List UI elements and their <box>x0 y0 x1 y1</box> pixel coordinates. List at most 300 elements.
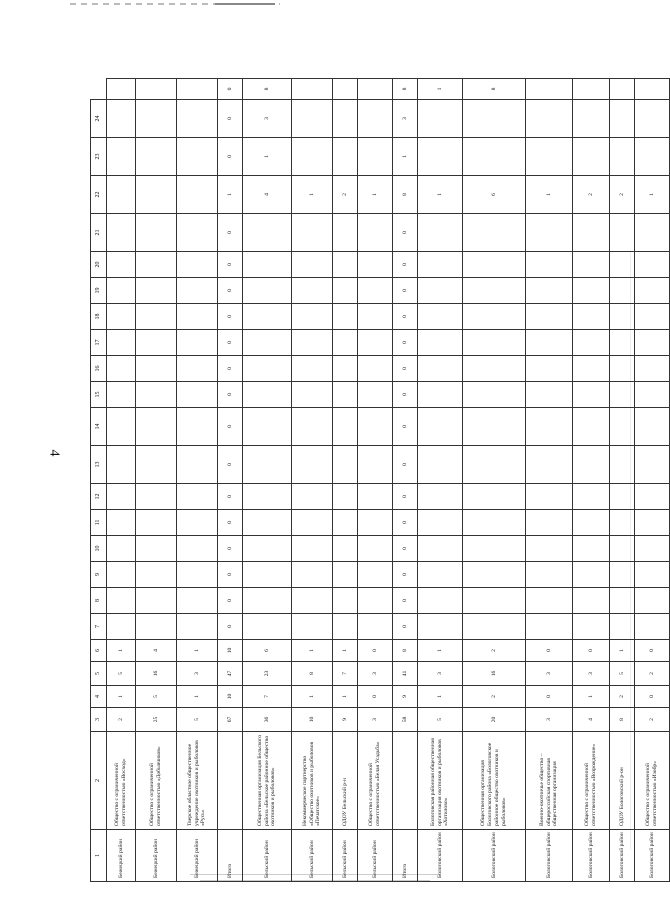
value-cell: 3 <box>418 662 463 686</box>
value-cell <box>107 252 136 278</box>
value-cell <box>635 382 670 408</box>
value-cell <box>463 510 526 536</box>
value-cell: 2 <box>610 686 635 708</box>
value-cell: 0 <box>218 588 243 614</box>
value-cell: 1 <box>418 686 463 708</box>
value-cell <box>333 278 358 304</box>
organization-cell: Общественная организация Бельского района «Бельское районное общество охотников и рыболовов» <box>243 732 292 830</box>
value-cell <box>292 484 333 510</box>
value-cell <box>526 562 573 588</box>
organization-cell: Общество с ограниченной ответственностью «Белая Усадьба» <box>358 732 393 830</box>
value-cell <box>333 562 358 588</box>
value-cell <box>463 536 526 562</box>
table-header-row <box>91 79 107 882</box>
value-cell: 0 <box>635 640 670 662</box>
value-cell: 1 <box>418 640 463 662</box>
value-cell <box>136 278 177 304</box>
value-cell <box>463 588 526 614</box>
table-row <box>573 79 610 882</box>
region-cell: Бежецкий район <box>136 830 177 882</box>
value-cell <box>292 278 333 304</box>
value-cell <box>358 588 393 614</box>
value-cell: 2 <box>107 708 136 732</box>
value-cell <box>243 588 292 614</box>
value-cell <box>526 100 573 138</box>
value-cell: 3 <box>526 662 573 686</box>
value-cell <box>573 100 610 138</box>
value-cell <box>177 588 218 614</box>
header-cell: 20 <box>91 252 107 278</box>
rotated-table-container <box>90 78 658 882</box>
value-cell <box>107 214 136 252</box>
value-cell: 16 <box>136 662 177 686</box>
value-cell: 0 <box>393 304 418 330</box>
value-cell <box>418 446 463 484</box>
header-cell: 3 <box>91 708 107 732</box>
header-cell: 10 <box>91 536 107 562</box>
value-cell: 1 <box>610 640 635 662</box>
value-cell <box>243 484 292 510</box>
value-cell: 0 <box>393 252 418 278</box>
value-cell <box>526 356 573 382</box>
value-cell: 23 <box>243 662 292 686</box>
value-cell <box>526 588 573 614</box>
value-cell <box>136 100 177 138</box>
value-cell: 5 <box>418 708 463 732</box>
organization-cell: Военно-охотничье общество – общероссийская спортивная общественная организация <box>526 732 573 830</box>
value-cell <box>333 100 358 138</box>
header-cell: 24 <box>91 100 107 138</box>
value-cell <box>358 330 393 356</box>
value-cell <box>292 356 333 382</box>
value-cell: 0 <box>218 382 243 408</box>
value-cell: 0 <box>393 536 418 562</box>
value-cell: 1 <box>177 686 218 708</box>
value-cell <box>177 562 218 588</box>
value-cell: 0 <box>218 138 243 176</box>
table-row <box>136 79 177 882</box>
value-cell <box>333 79 358 100</box>
value-cell <box>292 408 333 446</box>
value-cell <box>177 356 218 382</box>
region-cell: Бежецкий район <box>177 830 218 882</box>
value-cell: 0 <box>573 640 610 662</box>
value-cell <box>635 138 670 176</box>
value-cell: 58 <box>393 708 418 732</box>
value-cell <box>333 252 358 278</box>
value-cell <box>526 614 573 640</box>
value-cell <box>418 138 463 176</box>
value-cell <box>107 100 136 138</box>
value-cell <box>333 382 358 408</box>
header-cell: 18 <box>91 304 107 330</box>
value-cell <box>635 214 670 252</box>
value-cell <box>418 100 463 138</box>
value-cell <box>292 138 333 176</box>
value-cell: 1 <box>573 686 610 708</box>
value-cell <box>292 252 333 278</box>
header-cell: 17 <box>91 330 107 356</box>
value-cell <box>243 408 292 446</box>
value-cell: 3 <box>358 708 393 732</box>
value-cell <box>610 214 635 252</box>
value-cell <box>136 562 177 588</box>
value-cell: 0 <box>218 614 243 640</box>
value-cell <box>358 408 393 446</box>
value-cell <box>635 356 670 382</box>
value-cell <box>177 614 218 640</box>
value-cell: 2 <box>333 176 358 214</box>
value-cell: 0 <box>218 536 243 562</box>
value-cell <box>573 446 610 484</box>
value-cell <box>635 278 670 304</box>
value-cell: 1 <box>393 138 418 176</box>
value-cell: 6 <box>243 640 292 662</box>
value-cell: 41 <box>393 662 418 686</box>
value-cell: 3 <box>393 100 418 138</box>
value-cell <box>177 252 218 278</box>
value-cell <box>107 536 136 562</box>
value-cell <box>177 510 218 536</box>
value-cell <box>526 408 573 446</box>
value-cell <box>635 304 670 330</box>
header-cell: 19 <box>91 278 107 304</box>
value-cell <box>292 510 333 536</box>
value-cell <box>610 330 635 356</box>
value-cell <box>526 536 573 562</box>
value-cell: 2 <box>463 640 526 662</box>
value-cell: 1 <box>526 176 573 214</box>
value-cell: 9 <box>393 686 418 708</box>
value-cell: 1 <box>635 176 670 214</box>
value-cell <box>526 138 573 176</box>
value-cell: 0 <box>218 510 243 536</box>
value-cell <box>610 446 635 484</box>
value-cell <box>463 138 526 176</box>
value-cell <box>107 79 136 100</box>
value-cell <box>573 214 610 252</box>
value-cell <box>177 278 218 304</box>
value-cell <box>573 304 610 330</box>
value-cell <box>573 79 610 100</box>
value-cell: 8 <box>292 662 333 686</box>
value-cell: 0 <box>526 686 573 708</box>
table-row <box>393 79 418 882</box>
value-cell <box>463 562 526 588</box>
header-cell: 23 <box>91 138 107 176</box>
value-cell <box>136 252 177 278</box>
region-cell: Итого <box>218 830 243 882</box>
value-cell: 7 <box>243 686 292 708</box>
header-cell: 14 <box>91 408 107 446</box>
region-cell: Бологовский район <box>463 830 526 882</box>
value-cell: 0 <box>393 588 418 614</box>
value-cell <box>635 330 670 356</box>
value-cell <box>358 252 393 278</box>
value-cell <box>136 330 177 356</box>
value-cell <box>635 562 670 588</box>
value-cell <box>107 562 136 588</box>
value-cell <box>292 562 333 588</box>
value-cell <box>107 446 136 484</box>
value-cell <box>136 510 177 536</box>
value-cell: 8 <box>243 79 292 100</box>
value-cell <box>610 408 635 446</box>
header-cell: 9 <box>91 562 107 588</box>
value-cell <box>333 614 358 640</box>
value-cell <box>418 304 463 330</box>
value-cell <box>463 252 526 278</box>
value-cell <box>418 484 463 510</box>
header-cell: 11 <box>91 510 107 536</box>
value-cell <box>358 562 393 588</box>
value-cell <box>463 356 526 382</box>
value-cell: 3 <box>526 708 573 732</box>
value-cell <box>177 214 218 252</box>
value-cell <box>243 536 292 562</box>
value-cell: 47 <box>218 662 243 686</box>
header-cell: 15 <box>91 382 107 408</box>
value-cell <box>107 614 136 640</box>
value-cell: 4 <box>243 176 292 214</box>
value-cell <box>526 252 573 278</box>
value-cell <box>358 304 393 330</box>
region-cell: Бологовский район <box>635 830 670 882</box>
value-cell <box>107 356 136 382</box>
value-cell <box>292 214 333 252</box>
value-cell <box>573 356 610 382</box>
value-cell <box>243 382 292 408</box>
value-cell <box>610 536 635 562</box>
value-cell <box>463 408 526 446</box>
organization-cell: Общество с ограниченной ответственностью «Возрождение» <box>573 732 610 830</box>
value-cell <box>177 79 218 100</box>
value-cell <box>526 446 573 484</box>
value-cell <box>136 408 177 446</box>
value-cell <box>526 278 573 304</box>
header-cell: 21 <box>91 214 107 252</box>
value-cell: 8 <box>393 79 418 100</box>
value-cell <box>333 408 358 446</box>
value-cell <box>358 79 393 100</box>
region-cell: Бельский район <box>292 830 333 882</box>
value-cell <box>463 614 526 640</box>
value-cell <box>333 484 358 510</box>
table-row <box>218 79 243 882</box>
value-cell: 1 <box>333 640 358 662</box>
value-cell: 0 <box>393 510 418 536</box>
value-cell <box>418 510 463 536</box>
value-cell <box>243 510 292 536</box>
value-cell <box>610 562 635 588</box>
value-cell <box>177 304 218 330</box>
value-cell <box>463 214 526 252</box>
value-cell <box>418 408 463 446</box>
value-cell <box>292 330 333 356</box>
value-cell <box>463 382 526 408</box>
value-cell: 5 <box>177 708 218 732</box>
header-cell: 4 <box>91 686 107 708</box>
value-cell <box>333 330 358 356</box>
value-cell: 1 <box>418 176 463 214</box>
value-cell <box>177 382 218 408</box>
value-cell: 3 <box>177 662 218 686</box>
value-cell <box>107 484 136 510</box>
region-cell: Бельский район <box>333 830 358 882</box>
value-cell <box>136 382 177 408</box>
value-cell: 0 <box>393 278 418 304</box>
value-cell <box>136 446 177 484</box>
value-cell <box>358 484 393 510</box>
value-cell: 0 <box>393 484 418 510</box>
value-cell <box>243 356 292 382</box>
table-row <box>107 79 136 882</box>
value-cell <box>136 484 177 510</box>
value-cell <box>333 446 358 484</box>
value-cell <box>292 446 333 484</box>
value-cell <box>107 304 136 330</box>
value-cell <box>292 588 333 614</box>
value-cell: 0 <box>358 640 393 662</box>
value-cell <box>292 536 333 562</box>
value-cell <box>358 138 393 176</box>
organization-cell: Общество с ограниченной ответственностью «Восход» <box>107 732 136 830</box>
value-cell: 1 <box>292 176 333 214</box>
organization-cell: Общество с ограниченной ответственностью «Добывчиков» <box>136 732 177 830</box>
value-cell <box>136 176 177 214</box>
value-cell <box>243 304 292 330</box>
header-cell: 12 <box>91 484 107 510</box>
value-cell: 2 <box>610 176 635 214</box>
value-cell <box>333 138 358 176</box>
header-cell: 8 <box>91 588 107 614</box>
value-cell: 1 <box>333 686 358 708</box>
value-cell <box>107 382 136 408</box>
value-cell: 4 <box>136 640 177 662</box>
value-cell <box>243 278 292 304</box>
table-row <box>463 79 526 882</box>
value-cell: 3 <box>358 662 393 686</box>
value-cell: 0 <box>218 278 243 304</box>
value-cell <box>635 536 670 562</box>
value-cell: 5 <box>610 662 635 686</box>
organization-cell: Некоммерческое партнерство «Общество охотников и рыболовов «Печатское» <box>292 732 333 830</box>
value-cell <box>526 382 573 408</box>
value-cell <box>463 278 526 304</box>
value-cell <box>526 79 573 100</box>
value-cell <box>243 614 292 640</box>
value-cell <box>418 614 463 640</box>
value-cell <box>463 330 526 356</box>
value-cell <box>610 484 635 510</box>
value-cell <box>243 562 292 588</box>
value-cell <box>526 330 573 356</box>
value-cell: 7 <box>333 662 358 686</box>
value-cell <box>358 446 393 484</box>
value-cell <box>177 446 218 484</box>
header-cell: 16 <box>91 356 107 382</box>
value-cell: 9 <box>333 708 358 732</box>
value-cell <box>573 614 610 640</box>
value-cell <box>463 304 526 330</box>
value-cell: 0 <box>393 562 418 588</box>
value-cell <box>573 510 610 536</box>
header-cell: 5 <box>91 662 107 686</box>
value-cell <box>177 408 218 446</box>
value-cell: 0 <box>218 330 243 356</box>
organization-cell <box>218 732 243 830</box>
value-cell: 0 <box>218 214 243 252</box>
value-cell: 2 <box>635 662 670 686</box>
value-cell <box>177 330 218 356</box>
value-cell: 10 <box>218 640 243 662</box>
table-row <box>243 79 292 882</box>
value-cell: 67 <box>218 708 243 732</box>
value-cell: 1 <box>418 79 463 100</box>
header-cell: 6 <box>91 640 107 662</box>
value-cell <box>418 330 463 356</box>
value-cell <box>418 382 463 408</box>
value-cell <box>107 510 136 536</box>
region-cell: Бологовский район <box>526 830 573 882</box>
value-cell <box>107 408 136 446</box>
value-cell <box>136 614 177 640</box>
value-cell: 10 <box>292 708 333 732</box>
value-cell: 0 <box>393 356 418 382</box>
value-cell: 0 <box>526 640 573 662</box>
value-cell <box>573 536 610 562</box>
value-cell: 1 <box>177 640 218 662</box>
value-cell: 3 <box>573 662 610 686</box>
table-row <box>333 79 358 882</box>
value-cell <box>358 614 393 640</box>
value-cell <box>635 484 670 510</box>
value-cell: 1 <box>243 138 292 176</box>
value-cell <box>177 138 218 176</box>
value-cell: 8 <box>463 79 526 100</box>
value-cell <box>333 304 358 330</box>
value-cell <box>573 484 610 510</box>
value-cell <box>136 79 177 100</box>
value-cell: 10 <box>218 686 243 708</box>
value-cell <box>333 214 358 252</box>
value-cell <box>292 614 333 640</box>
table-row <box>526 79 573 882</box>
value-cell <box>243 252 292 278</box>
value-cell: 16 <box>463 662 526 686</box>
header-cell: 2 <box>91 732 107 830</box>
value-cell: 0 <box>393 446 418 484</box>
value-cell <box>358 510 393 536</box>
value-cell <box>573 408 610 446</box>
value-cell <box>635 100 670 138</box>
value-cell <box>573 562 610 588</box>
value-cell: 1 <box>107 640 136 662</box>
value-cell <box>610 252 635 278</box>
region-cell: Бежецкий район <box>107 830 136 882</box>
value-cell: 1 <box>358 176 393 214</box>
value-cell <box>177 100 218 138</box>
value-cell: 5 <box>136 686 177 708</box>
value-cell: 8 <box>393 640 418 662</box>
value-cell: 0 <box>218 356 243 382</box>
page-number: 4 <box>46 449 62 457</box>
value-cell <box>463 484 526 510</box>
value-cell: 0 <box>635 686 670 708</box>
value-cell: 0 <box>218 252 243 278</box>
header-cell: 1 <box>91 830 107 882</box>
value-cell <box>526 484 573 510</box>
